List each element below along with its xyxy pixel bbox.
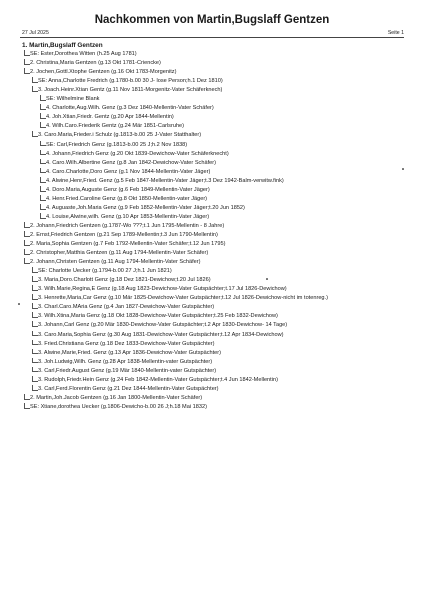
scan-speck bbox=[266, 278, 268, 280]
person-entry: 4. Caro.Charlotte,Doro Genz (g.1 Nov 1844-Mellentin-Vater Jäger) bbox=[46, 168, 211, 175]
person-entry: 3. Wilh.Marie,Regina,E Genz (g.18 Aug 1823-Dewichow-Vater Gutspächter;t.17 Jul 1826-Dewichow) bbox=[38, 286, 287, 293]
tree-row bbox=[0, 104, 424, 113]
person-entry: 4. Charlotte,Aug.Wilh. Genz (g.3 Dez 1840-Mellentin-Vater Schäfer) bbox=[46, 105, 214, 112]
person-entry: SE: Ester,Dorothea Witten (h.25 Aug 1781) bbox=[30, 51, 137, 58]
page-title: Nachkommen von Martin,Bugslaff Gentzen bbox=[94, 14, 330, 26]
tree-row bbox=[0, 213, 424, 222]
tree-row bbox=[0, 376, 424, 385]
person-entry: 4. Wilh.Caro.Friederik Gentz (g.24 Mär 1851-Carlsruhe) bbox=[46, 123, 185, 130]
root-person bbox=[0, 41, 424, 50]
person-entry: SE: Anna,Charlotte Fredrich (g.1780-b.00 30 J- lose Person;h.1 Dez 1810) bbox=[38, 78, 223, 85]
person-entry: 4. Caro.Wilh.Albertine Genz (g.8 Jan 1842-Dewichow-Vater Schäfer) bbox=[46, 159, 216, 166]
tree-row bbox=[0, 240, 424, 249]
tree-row bbox=[0, 159, 424, 168]
tree-row bbox=[0, 331, 424, 340]
person-entry: 3. Joach.Heinr.Xtian Gentz (g.11 Nov 1811-Morgenitz-Vater Schäferknech) bbox=[38, 87, 223, 94]
tree-row bbox=[0, 303, 424, 312]
person-entry: 2. Ernst,Friedrich Gentzen (g.21 Sep 1789-Mellentin;t.3 Jun 1790-Mellentin) bbox=[30, 231, 218, 238]
person-entry: SE: Charlotte Uecker (g.1794-b.00 27 J;h.1 Jun 1821) bbox=[38, 268, 172, 275]
tree-row bbox=[0, 141, 424, 150]
person-entry: 2. Johann,Christen Gentzen (g.11 Aug 1794-Mellentin-Vater Schäfer) bbox=[30, 259, 201, 266]
tree-row bbox=[0, 150, 424, 159]
scan-speck bbox=[402, 168, 404, 170]
tree-row bbox=[0, 340, 424, 349]
tree-row bbox=[0, 50, 424, 59]
person-entry: 2. Maria,Sophia Gentzen (g.7 Feb 1792-Mellentin-Vater Schäfer;t.12 Jun 1795) bbox=[30, 241, 226, 248]
tree-row bbox=[0, 122, 424, 131]
person-entry: 4. Alwine,Henr,Fried. Genz (g.5 Feb 1847-Mellentin-Vater Jäger;t.3 Dez 1942-Balm-verwitw.fink) bbox=[46, 177, 284, 184]
tree-row bbox=[0, 403, 424, 412]
tree-row bbox=[0, 231, 424, 240]
person-entry: 3. Carl,Friedr.August Genz (g.19 Mär 1840-Mellentin-vater Gutspächter) bbox=[38, 367, 217, 374]
tree-row bbox=[0, 131, 424, 140]
person-entry: 4. Henr.Fried.Caroline Genz (g.8 Okt 1850-Mellentin-vater Jäger) bbox=[46, 195, 208, 202]
person-entry: SE: Xtiane,dorothea Uecker (g.1806-Dewicho-b.00 26 J;h.18 Mai 1832) bbox=[30, 403, 207, 410]
tree-row bbox=[0, 249, 424, 258]
tree-row bbox=[0, 68, 424, 77]
tree-row bbox=[0, 394, 424, 403]
tree-row bbox=[0, 358, 424, 367]
tree-row bbox=[0, 285, 424, 294]
tree-row bbox=[0, 367, 424, 376]
person-entry: 3. Wilh.Xtina,Maria Genz (g.18 Okt 1828-Dewichow-Vater Gutspächter;t.25 Feb 1832-Dewichow) bbox=[38, 313, 278, 320]
person-entry: 4. Auguaste,Joh.Maria Genz (g.9 Feb 1852-Mellentin-Vater Jäger;t.20 Jun 1852) bbox=[46, 204, 245, 211]
person-entry: 3. Caro.Maria,Sophia Genz (g.30 Aug 1831-Dewichow-Vater Gutspächter;t.12 Apr 1834-Dewichow) bbox=[38, 331, 284, 338]
tree-row bbox=[0, 267, 424, 276]
person-entry: 4. Doro.Maria,Auguste Genz (g.6 Feb 1849-Mellentin-Vater Jäger) bbox=[46, 186, 210, 193]
tree-row bbox=[0, 86, 424, 95]
person-entry: SE: Carl,Friedrich Genz (g.1813-b.00 25 J;h.2 Nov 1838) bbox=[46, 141, 188, 148]
person-entry: 2. Christopher,Matthia Gentzen (g.11 Aug 1794-Mellentin-Vater Schäfer) bbox=[30, 250, 209, 257]
person-entry: 4. Johann,Friedrich Genz (g.20 Okt 1839-Dewichow-Vater Schäferknecht) bbox=[46, 150, 229, 157]
tree-row bbox=[0, 168, 424, 177]
person-entry: 4. Louise,Alwine,wilh. Genz (g.10 Apr 1853-Mellentin-Vater Jäger) bbox=[46, 213, 210, 220]
person-entry: 3. Johann,Carl Genz (g.20 Mär 1830-Dewichow-Vater Gutspächter;t.2 Apr 1830-Dewichow- 14 Tage) bbox=[38, 322, 288, 329]
person-entry: 2. Johann,Friedrich Gentzen (g.1787-Wo ???;t.1 Jun 1795-Mellentin - 8 Jahre) bbox=[30, 222, 225, 229]
person-entry: 2. Jochen,Gottl.Xtophe Gentzen (g.16 Okt 1783-Morgenitz) bbox=[30, 69, 177, 76]
person-entry: 3. Charl.Caro.MAria Genz (g.4 Jan 1827-Dewichow-Vater Gutspächter) bbox=[38, 304, 215, 311]
person-entry: 3. Caro.Maria,Frieder.i Schulz (g.1813-b.00 25 J-Vater Statthalter) bbox=[38, 132, 202, 139]
person-entry: 3. Joh.Ludwig,Wilh. Genz (g.28 Apr 1838-Mellentin-vater Gutspächter) bbox=[38, 358, 213, 365]
person-entry: 3. Carl,Ferd.Florentin Genz (g.21 Dez 1844-Mellentin-Vater Gutspächter) bbox=[38, 385, 219, 392]
person-entry: 2. Christina,Maria Gentzen (g.13 Okt 1781-Criencke) bbox=[30, 60, 161, 67]
tree-row bbox=[0, 258, 424, 267]
header-divider bbox=[20, 37, 404, 38]
tree-row bbox=[0, 113, 424, 122]
person-entry: 3. Rudolph,Friedr.Hein Genz (g.24 Feb 1842-Mellentin-Vater Gutspächter;t.4 Jun 1842-Mellentin) bbox=[38, 376, 278, 383]
tree-row bbox=[0, 312, 424, 321]
tree-row bbox=[0, 294, 424, 303]
tree-row bbox=[0, 276, 424, 285]
person-entry: 3. Maria,Doro.Charlott Genz (g.18 Dez 1821-Dewichow;t.20 Jul 1826) bbox=[38, 277, 211, 284]
tree-row bbox=[0, 95, 424, 104]
tree-row bbox=[0, 204, 424, 213]
person-entry: 2. Martin,Joh.Jacob Gentzen (g.16 Jan 1800-Mellentin-Vater Schäfer) bbox=[30, 394, 203, 401]
descendant-tree bbox=[0, 41, 424, 412]
tree-row bbox=[0, 222, 424, 231]
tree-row bbox=[0, 349, 424, 358]
person-entry: SE: Wilhelmine Blank bbox=[46, 96, 100, 103]
tree-row bbox=[0, 77, 424, 86]
person-entry: 3. Alwine,Marie,Fried. Genz (g.13 Apr 1836-Dewichow-Vater Gutspächter) bbox=[38, 349, 222, 356]
tree-row bbox=[0, 59, 424, 68]
person-entry: 3. Fried.Christiana Genz (g.18 Dez 1833-Dewichow-Vater Gutspächter) bbox=[38, 340, 215, 347]
tree-row bbox=[0, 177, 424, 186]
tree-row bbox=[0, 385, 424, 394]
person-entry: 1. Martin,Bugslaff Gentzen bbox=[22, 42, 103, 49]
person-entry: 3. Henrette,Maria,Car Genz (g.10 Mär 1825-Dewichow-Vater Gutspächter;t.12 Jul 1826-Dewichow-nicht im totenreg.) bbox=[38, 295, 328, 302]
person-entry: 4. Joh.Xtian,Friedr. Gentz (g.20 Apr 1844-Mellentin) bbox=[46, 114, 174, 121]
tree-row bbox=[0, 195, 424, 204]
scan-speck bbox=[18, 303, 20, 305]
tree-row bbox=[0, 186, 424, 195]
print-date: 27 Jul 2025 bbox=[22, 30, 49, 36]
tree-row bbox=[0, 321, 424, 330]
page-number: Seite 1 bbox=[387, 30, 404, 36]
